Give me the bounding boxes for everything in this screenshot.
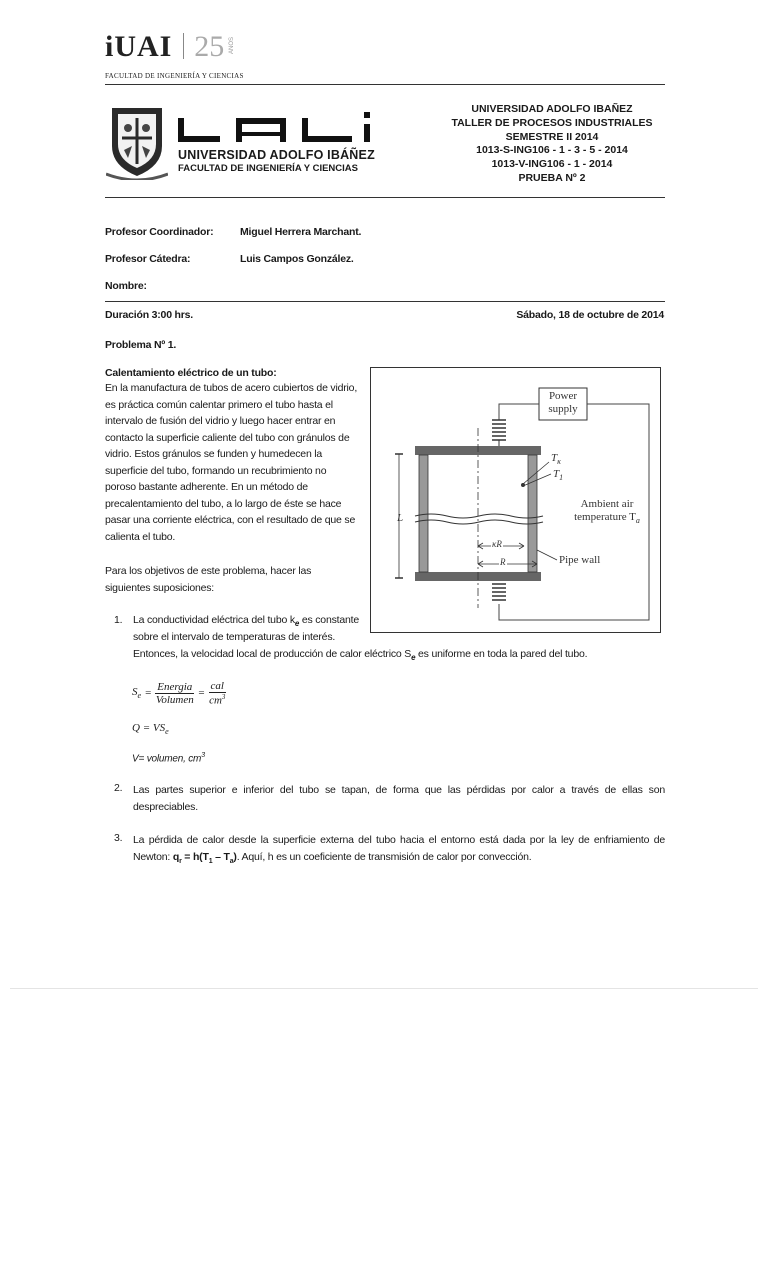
- newton-suffix: . Aquí, h es un coeficiente de transmisión de calor por convección.: [236, 851, 532, 863]
- course-line: UNIVERSIDAD ADOLFO IBAÑEZ: [471, 103, 633, 115]
- course-line: SEMESTRE II 2014: [505, 130, 599, 143]
- anniversary-number: 25: [194, 30, 225, 63]
- scan-edge: [10, 988, 758, 989]
- intro-line: es práctica común calentar primero el tubo hasta el: [105, 398, 333, 411]
- qr-symbol: q: [172, 851, 180, 863]
- objectives-line: Para los objetivos de este problema, hacer las: [105, 565, 312, 577]
- q-eq-sub: e: [165, 727, 169, 737]
- list-item-2-text: [133, 782, 665, 816]
- list-item-3-line-1: La pérdida de calor desde la superficie externa del tubo hacia el entorno está dada por la ley de enfriamiento de: [133, 834, 665, 846]
- se-lhs-text: S: [132, 686, 138, 699]
- top-rule: [105, 84, 665, 85]
- law-mid: – T: [212, 851, 230, 863]
- objectives-line: siguientes suposiciones:: [105, 581, 215, 594]
- anniversary-word: AÑOS: [228, 36, 235, 54]
- fraction-numerator: Energia: [157, 680, 193, 693]
- intro-line: precalentamiento del tubo, a lo largo de éste se hace: [105, 497, 342, 510]
- uai-logo: [105, 30, 235, 64]
- course-info-block: [440, 103, 664, 186]
- tk-label-text: T: [551, 452, 558, 464]
- objectives-paragraph: [105, 563, 359, 596]
- intro-line: intervalo de fusión del vidrio y luego hacer entrar en: [105, 415, 336, 427]
- pipe-heating-figure: [370, 367, 661, 633]
- exam-duration: Duración 3:00 hrs.: [105, 309, 194, 321]
- law-sub1: 1: [208, 858, 213, 866]
- r-dimension-label: R: [500, 557, 506, 567]
- ambient-line-text: temperature T: [574, 511, 636, 523]
- power-supply-line: supply: [548, 403, 578, 415]
- list-item-1-line-1: [133, 614, 359, 628]
- faculty-name: FACULTAD DE INGENIERÍA Y CIENCIAS: [178, 163, 358, 174]
- university-crest: [106, 104, 168, 180]
- ambient-line-2: [559, 511, 655, 527]
- newton-law: [172, 851, 237, 866]
- exam-date: Sábado, 18 de octubre de 2014: [516, 309, 664, 321]
- problem-title: Problema Nº 1.: [105, 339, 177, 351]
- list-item-1-tail: es constante: [299, 614, 359, 626]
- intro-line: contacto la superficie caliente del tubo con gránulos de: [105, 431, 350, 444]
- list-item-1-tail-3: es uniforme en toda la pared del tubo.: [415, 648, 588, 660]
- course-line: PRUEBA Nº 2: [518, 171, 586, 184]
- uai-logo-text: iUAI: [105, 30, 173, 63]
- list-item-2-line: despreciables.: [133, 801, 198, 813]
- q-equation: [132, 722, 169, 736]
- staff-rule: [105, 301, 665, 302]
- course-line: TALLER DE PROCESOS INDUSTRIALES: [451, 116, 653, 129]
- list-item-3-number: 3.: [114, 832, 123, 844]
- tk-label: [551, 452, 561, 466]
- list-item-2-number: 2.: [114, 782, 123, 794]
- intro-paragraph: [105, 380, 359, 545]
- ambient-sub: a: [635, 516, 640, 526]
- kr-dimension-label: κR: [492, 539, 502, 549]
- list-item-3-text: [133, 832, 665, 870]
- intro-line: vidrio. Estos gránulos se funden y humedecen la: [105, 448, 323, 460]
- list-item-1-text-3: Entonces, la velocidad local de producción de calor eléctrico S: [133, 648, 412, 660]
- law-suba: a: [229, 858, 234, 866]
- ke-sub: e: [294, 619, 300, 629]
- university-name: UNIVERSIDAD ADOLFO IBÁÑEZ: [178, 148, 375, 162]
- se-eq-sign: =: [145, 687, 152, 700]
- newton-prefix: Newton:: [133, 851, 173, 863]
- list-item-1-line-2: sobre el intervalo de temperaturas de interés.: [133, 631, 336, 643]
- course-line: 1013-V-ING106 - 1 - 2014: [491, 158, 613, 171]
- intro-line: En la manufactura de tubos de acero cubiertos de vidrio,: [105, 382, 358, 394]
- t1-label-text: T: [553, 468, 560, 480]
- l-dimension-label: L: [397, 512, 404, 524]
- se-equation: [132, 680, 226, 707]
- v-definition: [132, 752, 205, 764]
- law-end: ): [233, 851, 237, 863]
- list-item-1-line-3: [133, 648, 587, 662]
- power-supply-line: Power: [548, 390, 578, 402]
- ambient-label: [559, 498, 655, 527]
- ambient-line: Ambient air: [580, 498, 634, 510]
- coordinator-value: Miguel Herrera Marchant.: [240, 226, 362, 238]
- list-item-1-text: La conductividad eléctrica del tubo k: [133, 614, 295, 626]
- tk-label-sub: κ: [557, 457, 561, 467]
- den2-sup: 3: [221, 693, 226, 701]
- faculty-small-label: FACULTAD DE INGENIERÍA Y CIENCIAS: [105, 72, 244, 80]
- uai-wordmark-logo: [178, 112, 374, 144]
- fraction-cal-cm3: [209, 680, 226, 707]
- se-sub: e: [411, 653, 416, 663]
- list-item-3-line-2: [133, 849, 665, 870]
- q-equation-text: Q = VS: [132, 722, 166, 734]
- pipe-wall-label: Pipe wall: [559, 554, 601, 566]
- chair-value: Luis Campos González.: [240, 253, 354, 265]
- power-supply-label: [539, 390, 587, 416]
- chair-label: Profesor Cátedra:: [105, 253, 191, 265]
- course-line: 1013-S-ING106 - 1 - 3 - 5 - 2014: [476, 144, 628, 157]
- law-eq: = h(T: [181, 851, 209, 863]
- se-eq-sign-2: =: [198, 687, 205, 700]
- t1-label-sub: 1: [559, 473, 564, 483]
- intro-line: poroso bastante adherente. En un método de: [105, 481, 308, 493]
- name-label: Nombre:: [105, 280, 147, 292]
- problem-subtitle: Calentamiento eléctrico de un tubo:: [105, 367, 277, 379]
- list-item-2-line: Las partes superior e inferior del tubo se tapan, de forma que las pérdidas por calor a través de ellas son: [133, 784, 665, 796]
- list-item-1-number: 1.: [114, 614, 123, 626]
- se-lhs-sub: e: [137, 691, 142, 701]
- logo-divider: [183, 33, 184, 59]
- intro-line: superficie del tubo, formando un recubrimiento no: [105, 464, 327, 477]
- den2-text: cm: [209, 694, 222, 707]
- fraction-numerator-2: cal: [210, 680, 224, 692]
- qr-sub: r: [179, 858, 182, 866]
- coordinator-label: Profesor Coordinador:: [105, 226, 214, 238]
- v-def-sup: 3: [201, 752, 205, 759]
- intro-line: calienta el tubo.: [105, 530, 176, 543]
- se-lhs: [132, 686, 141, 700]
- institution-rule: [105, 197, 665, 198]
- t1-label: [553, 468, 563, 482]
- fraction-denominator-2: [209, 693, 225, 707]
- intro-line: pasar una corriente eléctrica, con el resultado de que se: [105, 514, 356, 526]
- v-definition-text: V= volumen, cm: [132, 753, 202, 765]
- fraction-denominator: Volumen: [155, 693, 194, 706]
- fraction-energy-volume: [155, 681, 194, 706]
